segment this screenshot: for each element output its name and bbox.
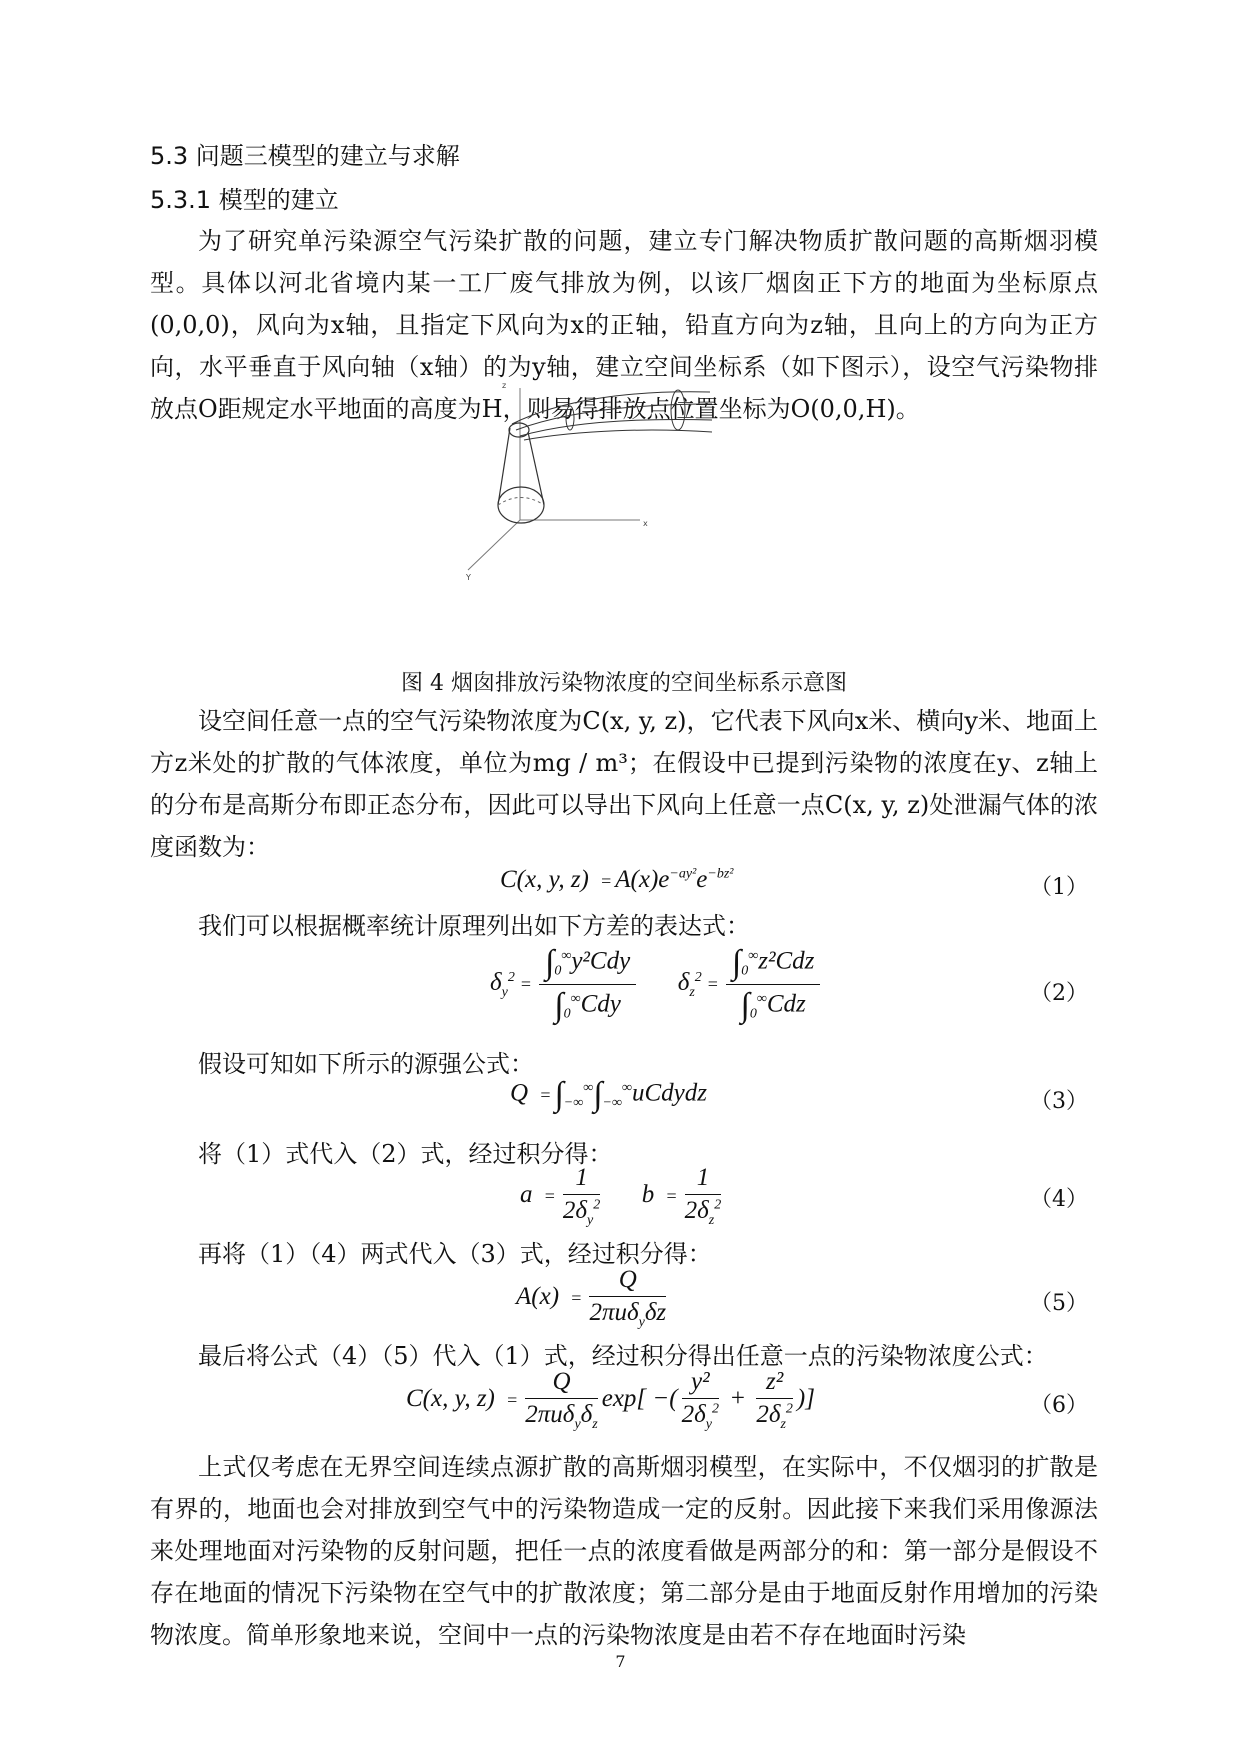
equation-5-number: （5）	[1030, 1291, 1088, 1316]
equation-3-number: （3）	[1030, 1089, 1088, 1114]
reflection-paragraph: 上式仅考虑在无界空间连续点源扩散的高斯烟羽模型，在实际中，不仅烟羽的扩散是有界的，地面也会对排放到空气中的污染物造成一定的反射。因此接下来我们采用像源法来处理地面对污染物的反射问题，把任一点的浓度看做是两部分的和：第一部分是假设不存在地面的情况下污染物在空气中的扩散浓度；第二部分是由于地面反射作用增加的污染物浓度。简单形象地来说，空间中一点的污染物浓度是由若不存在地面时污染	[150, 1453, 1098, 1649]
axis-z-label: z	[502, 381, 507, 390]
equation-5: A(x) = $\frac{Q}{2\pi u\delta_y\delta z}$ （5）	[516, 1266, 1088, 1330]
subsection-heading: 5.3.1 模型的建立	[150, 186, 339, 214]
equation-4-number: （4）	[1030, 1187, 1088, 1212]
equation-6: C(x, y, z) = $\frac{Q}{2\pi u\delta_y\delta_z}$ exp[ −( $\frac{\text{y²}}{2\delta_y^2}$ + $\frac{\text{z²}}{2\delta_z^2}$ )] （6）	[406, 1368, 1088, 1432]
variance-intro: 我们可以根据概率统计原理列出如下方差的表达式：	[198, 912, 750, 940]
equation-1-number: （1）	[1030, 875, 1088, 900]
intro-paragraph: 为了研究单污染源空气污染扩散的问题，建立专门解决物质扩散问题的高斯烟羽模型。具体以河北省境内某一工厂废气排放为例，以该厂烟囱正下方的地面为坐标原点(0,0,0)，风向为x轴，且指定下风向为x的正轴，铅直方向为z轴，且向上的方向为正方向，水平垂直于风向轴（x轴）的为y轴，建立空间坐标系（如下图示），设空气污染物排放点O距规定水平地面的高度为H，则易得排放点位置坐标为O(0,0,H)。	[150, 227, 1098, 423]
equation-3: $Q = \int_{-\infty}^\infty\int_{-\infty}^\infty uCdydz$ （3）	[510, 1076, 1088, 1114]
equation-2-number: （2）	[1030, 981, 1088, 1006]
axis-x-label: x	[643, 519, 648, 528]
section-heading: 5.3 问题三模型的建立与求解	[150, 142, 460, 170]
equation-1: C(x, y, $z) = A(x)e^{-ay^2}e^{-bz^2}$ （1）	[500, 866, 1088, 900]
figure-caption: 图 4 烟囱排放污染物浓度的空间坐标系示意图	[401, 671, 847, 696]
equation-2: $\delta_y^2$ = $\frac{\int_0^\infty y^2Cdy}{\int_0^\infty Cdy}$ $\delta_z^2$ = $\frac{\int_0^\infty z^2Cdz}{\int_0^\infty Cdz}$ （2）	[490, 944, 1088, 1024]
concentration-paragraph: 设空间任意一点的空气污染物浓度为C(x, y, z)，它代表下风向x米、横向y米、地面上方z米处的扩散的气体浓度，单位为mg / m³；在假设中已提到污染物的浓度在y、z轴上的分布是高斯分布即正态分布，因此可以导出下风向上任意一点C(x, y, z)处泄漏气体的浓度函数为：	[150, 707, 1098, 861]
chimney-plume-figure	[450, 380, 770, 590]
substitution-1-2: 将（1）式代入（2）式，经过积分得：	[198, 1140, 613, 1168]
final-formula-intro: 最后将公式（4）（5）代入（1）式，经过积分得出任意一点的污染物浓度公式：	[198, 1342, 1048, 1370]
axis-y-label: Y	[466, 573, 471, 582]
page-number: 7	[615, 1652, 626, 1671]
equation-4: a = $\frac{1}{2\delta_y^2}$ b = $\frac{1}{2\delta_z^2}$ （4）	[520, 1164, 1088, 1228]
source-intro: 假设可知如下所示的源强公式：	[198, 1050, 534, 1078]
equation-6-number: （6）	[1030, 1393, 1088, 1418]
substitution-1-4-3: 再将（1）（4）两式代入（3）式，经过积分得：	[198, 1240, 712, 1268]
